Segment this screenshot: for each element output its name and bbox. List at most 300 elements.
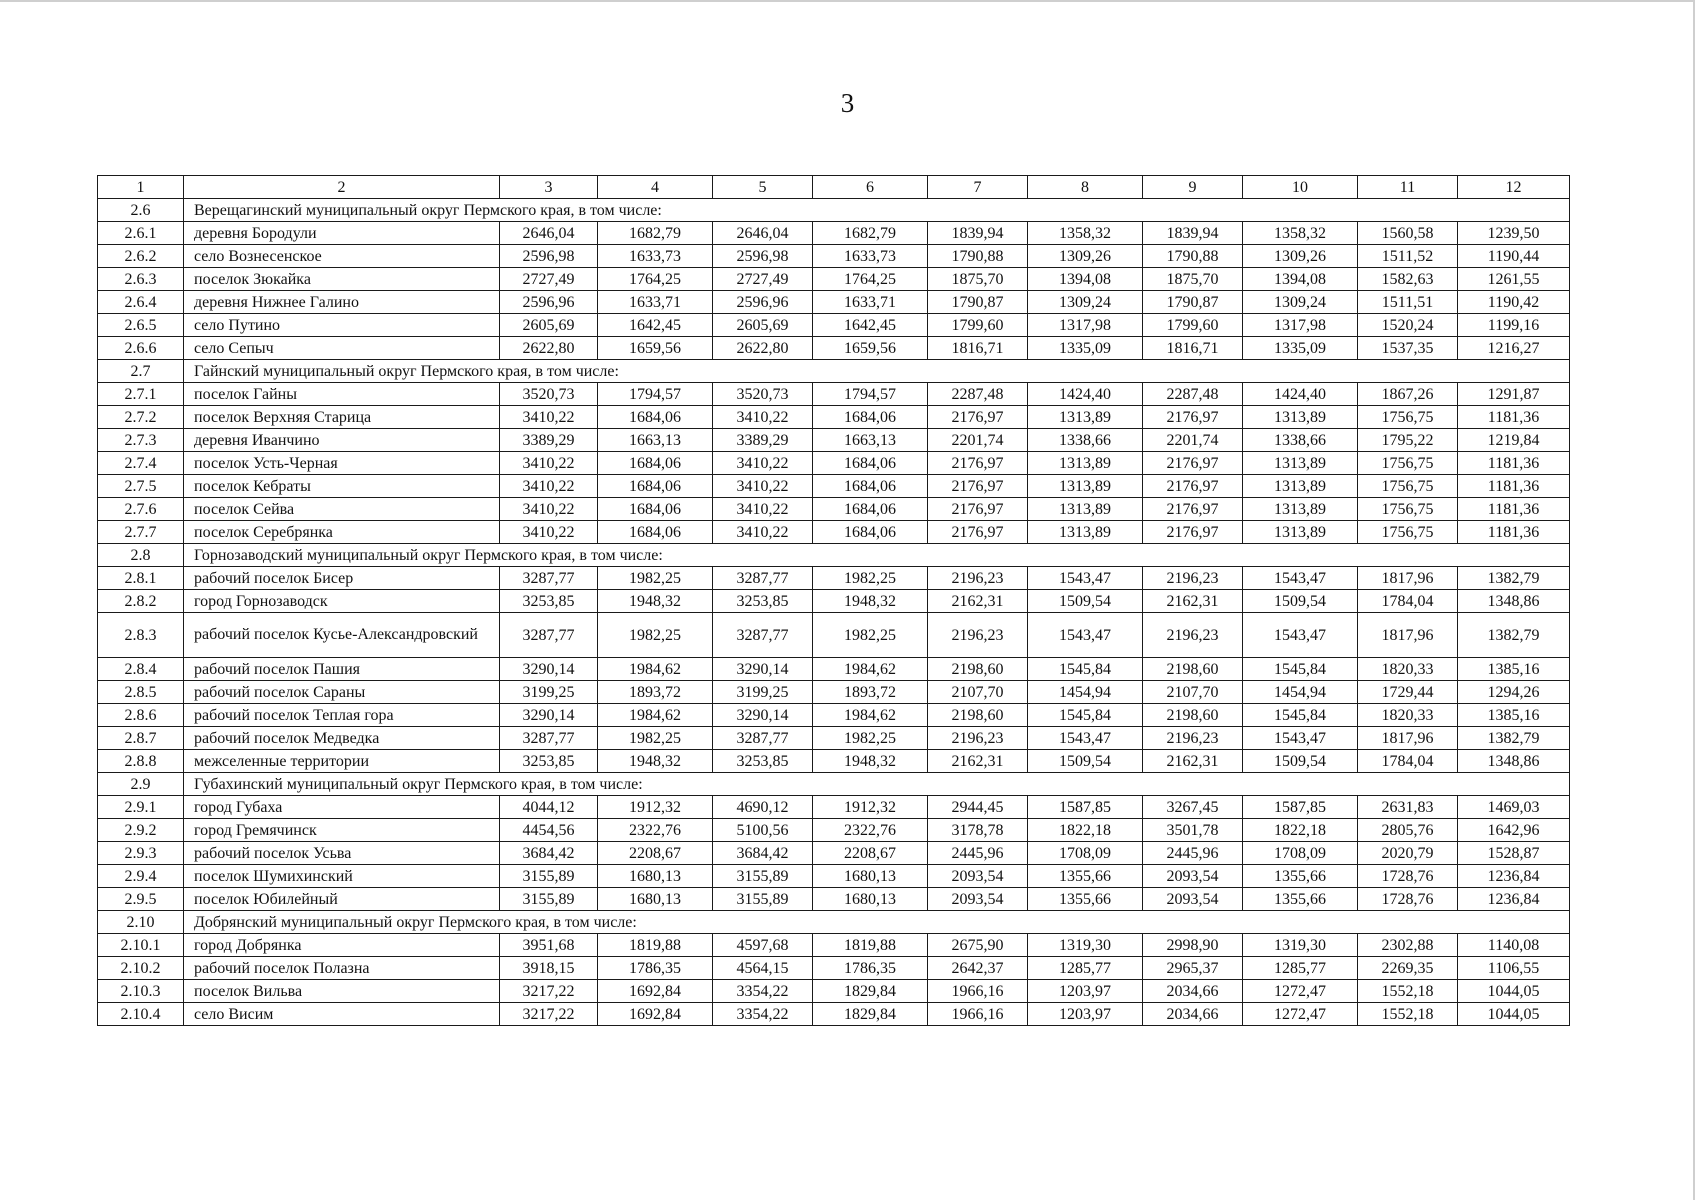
row-code: 2.8.6 bbox=[98, 704, 184, 727]
value-cell: 1829,84 bbox=[813, 1003, 928, 1026]
value-cell: 1335,09 bbox=[1028, 337, 1143, 360]
value-cell: 1424,40 bbox=[1243, 383, 1358, 406]
row-name: рабочий поселок Бисер bbox=[184, 567, 500, 590]
value-cell: 1684,06 bbox=[813, 406, 928, 429]
value-cell: 1663,13 bbox=[813, 429, 928, 452]
value-cell: 1756,75 bbox=[1358, 406, 1458, 429]
value-cell: 1313,89 bbox=[1243, 498, 1358, 521]
row-name: село Вознесенское bbox=[184, 245, 500, 268]
value-cell: 1355,66 bbox=[1028, 865, 1143, 888]
value-cell: 1587,85 bbox=[1028, 796, 1143, 819]
row-code: 2.10.2 bbox=[98, 957, 184, 980]
value-cell: 3199,25 bbox=[713, 681, 813, 704]
row-code: 2.10.4 bbox=[98, 1003, 184, 1026]
value-cell: 1543,47 bbox=[1243, 727, 1358, 750]
value-cell: 1181,36 bbox=[1458, 406, 1570, 429]
value-cell: 3155,89 bbox=[713, 865, 813, 888]
value-cell: 3287,77 bbox=[713, 567, 813, 590]
value-cell: 1044,05 bbox=[1458, 1003, 1570, 1026]
value-cell: 1355,66 bbox=[1028, 888, 1143, 911]
row-code: 2.9.4 bbox=[98, 865, 184, 888]
row-code: 2.6.6 bbox=[98, 337, 184, 360]
row-name: поселок Зюкайка bbox=[184, 268, 500, 291]
section-row bbox=[98, 199, 1570, 222]
value-cell: 1309,26 bbox=[1243, 245, 1358, 268]
value-cell: 3501,78 bbox=[1143, 819, 1243, 842]
value-cell: 1560,58 bbox=[1358, 222, 1458, 245]
value-cell: 1982,25 bbox=[598, 567, 713, 590]
value-cell: 2201,74 bbox=[928, 429, 1028, 452]
value-cell: 1552,18 bbox=[1358, 980, 1458, 1003]
value-cell: 1319,30 bbox=[1243, 934, 1358, 957]
value-cell: 1511,52 bbox=[1358, 245, 1458, 268]
value-cell: 1355,66 bbox=[1243, 865, 1358, 888]
value-cell: 1313,89 bbox=[1028, 521, 1143, 544]
row-code: 2.7.5 bbox=[98, 475, 184, 498]
table-row bbox=[98, 475, 1570, 498]
value-cell: 1552,18 bbox=[1358, 1003, 1458, 1026]
table-row bbox=[98, 291, 1570, 314]
value-cell: 1545,84 bbox=[1028, 704, 1143, 727]
row-name: город Губаха bbox=[184, 796, 500, 819]
value-cell: 1829,84 bbox=[813, 980, 928, 1003]
value-cell: 3918,15 bbox=[500, 957, 598, 980]
value-cell: 1543,47 bbox=[1028, 567, 1143, 590]
value-cell: 1816,71 bbox=[1143, 337, 1243, 360]
table-row bbox=[98, 819, 1570, 842]
value-cell: 1454,94 bbox=[1243, 681, 1358, 704]
table-row bbox=[98, 337, 1570, 360]
value-cell: 3410,22 bbox=[500, 475, 598, 498]
table-row bbox=[98, 383, 1570, 406]
value-cell: 1684,06 bbox=[813, 498, 928, 521]
row-code: 2.7.6 bbox=[98, 498, 184, 521]
row-name: поселок Серебрянка bbox=[184, 521, 500, 544]
value-cell: 1382,79 bbox=[1458, 613, 1570, 658]
value-cell: 1784,04 bbox=[1358, 750, 1458, 773]
value-cell: 1509,54 bbox=[1028, 590, 1143, 613]
value-cell: 1140,08 bbox=[1458, 934, 1570, 957]
table-row bbox=[98, 429, 1570, 452]
value-cell: 1684,06 bbox=[598, 452, 713, 475]
value-cell: 1684,06 bbox=[598, 406, 713, 429]
value-cell: 3520,73 bbox=[713, 383, 813, 406]
value-cell: 3290,14 bbox=[500, 704, 598, 727]
table-row bbox=[98, 727, 1570, 750]
value-cell: 1839,94 bbox=[1143, 222, 1243, 245]
section-row bbox=[98, 911, 1570, 934]
row-name: поселок Сейва bbox=[184, 498, 500, 521]
table-row bbox=[98, 980, 1570, 1003]
value-cell: 1982,25 bbox=[598, 613, 713, 658]
value-cell: 2176,97 bbox=[1143, 475, 1243, 498]
value-cell: 1509,54 bbox=[1028, 750, 1143, 773]
value-cell: 3287,77 bbox=[500, 567, 598, 590]
value-cell: 1982,25 bbox=[598, 727, 713, 750]
value-cell: 1190,42 bbox=[1458, 291, 1570, 314]
value-cell: 1285,77 bbox=[1243, 957, 1358, 980]
value-cell: 1335,09 bbox=[1243, 337, 1358, 360]
row-name: поселок Вильва bbox=[184, 980, 500, 1003]
value-cell: 2622,80 bbox=[713, 337, 813, 360]
value-cell: 1867,26 bbox=[1358, 383, 1458, 406]
value-cell: 2034,66 bbox=[1143, 1003, 1243, 1026]
section-title: Губахинский муниципальный округ Пермского края, в том числе: bbox=[184, 773, 1570, 796]
table-row bbox=[98, 1003, 1570, 1026]
value-cell: 1355,66 bbox=[1243, 888, 1358, 911]
row-name: поселок Юбилейный bbox=[184, 888, 500, 911]
value-cell: 1181,36 bbox=[1458, 475, 1570, 498]
value-cell: 1633,73 bbox=[813, 245, 928, 268]
header-cell: 5 bbox=[713, 176, 813, 199]
row-code: 2.7.1 bbox=[98, 383, 184, 406]
table-row bbox=[98, 498, 1570, 521]
value-cell: 3155,89 bbox=[713, 888, 813, 911]
value-cell: 3199,25 bbox=[500, 681, 598, 704]
value-cell: 1313,89 bbox=[1243, 406, 1358, 429]
value-cell: 3389,29 bbox=[500, 429, 598, 452]
value-cell: 1948,32 bbox=[813, 590, 928, 613]
section-code: 2.8 bbox=[98, 544, 184, 567]
value-cell: 1794,57 bbox=[598, 383, 713, 406]
value-cell: 1786,35 bbox=[598, 957, 713, 980]
value-cell: 3684,42 bbox=[500, 842, 598, 865]
section-row bbox=[98, 360, 1570, 383]
value-cell: 2727,49 bbox=[713, 268, 813, 291]
value-cell: 2287,48 bbox=[928, 383, 1028, 406]
value-cell: 1338,66 bbox=[1243, 429, 1358, 452]
value-cell: 1348,86 bbox=[1458, 590, 1570, 613]
row-name: деревня Иванчино bbox=[184, 429, 500, 452]
header-cell: 2 bbox=[184, 176, 500, 199]
value-cell: 1692,84 bbox=[598, 1003, 713, 1026]
value-cell: 1309,24 bbox=[1028, 291, 1143, 314]
value-cell: 1794,57 bbox=[813, 383, 928, 406]
header-cell: 10 bbox=[1243, 176, 1358, 199]
value-cell: 1816,71 bbox=[928, 337, 1028, 360]
value-cell: 1385,16 bbox=[1458, 704, 1570, 727]
value-cell: 3290,14 bbox=[500, 658, 598, 681]
value-cell: 1764,25 bbox=[813, 268, 928, 291]
value-cell: 4044,12 bbox=[500, 796, 598, 819]
header-cell: 3 bbox=[500, 176, 598, 199]
value-cell: 3354,22 bbox=[713, 980, 813, 1003]
value-cell: 1682,79 bbox=[813, 222, 928, 245]
value-cell: 2162,31 bbox=[1143, 750, 1243, 773]
row-code: 2.7.4 bbox=[98, 452, 184, 475]
value-cell: 2646,04 bbox=[500, 222, 598, 245]
value-cell: 1912,32 bbox=[813, 796, 928, 819]
value-cell: 1820,33 bbox=[1358, 658, 1458, 681]
value-cell: 1216,27 bbox=[1458, 337, 1570, 360]
value-cell: 1454,94 bbox=[1028, 681, 1143, 704]
value-cell: 3287,77 bbox=[713, 613, 813, 658]
table-row bbox=[98, 222, 1570, 245]
value-cell: 1912,32 bbox=[598, 796, 713, 819]
value-cell: 1203,97 bbox=[1028, 1003, 1143, 1026]
value-cell: 1313,89 bbox=[1028, 406, 1143, 429]
value-cell: 1948,32 bbox=[598, 750, 713, 773]
value-cell: 1784,04 bbox=[1358, 590, 1458, 613]
value-cell: 1982,25 bbox=[813, 567, 928, 590]
value-cell: 1272,47 bbox=[1243, 980, 1358, 1003]
value-cell: 1659,56 bbox=[813, 337, 928, 360]
value-cell: 1684,06 bbox=[598, 475, 713, 498]
value-cell: 1338,66 bbox=[1028, 429, 1143, 452]
value-cell: 1545,84 bbox=[1243, 658, 1358, 681]
row-code: 2.8.8 bbox=[98, 750, 184, 773]
value-cell: 1659,56 bbox=[598, 337, 713, 360]
value-cell: 1106,55 bbox=[1458, 957, 1570, 980]
value-cell: 1893,72 bbox=[813, 681, 928, 704]
section-title: Верещагинский муниципальный округ Пермского края, в том числе: bbox=[184, 199, 1570, 222]
row-code: 2.8.7 bbox=[98, 727, 184, 750]
value-cell: 1684,06 bbox=[813, 475, 928, 498]
value-cell: 2093,54 bbox=[1143, 888, 1243, 911]
value-cell: 2176,97 bbox=[928, 498, 1028, 521]
value-cell: 1764,25 bbox=[598, 268, 713, 291]
value-cell: 2675,90 bbox=[928, 934, 1028, 957]
value-cell: 2176,97 bbox=[928, 475, 1028, 498]
value-cell: 2034,66 bbox=[1143, 980, 1243, 1003]
value-cell: 1799,60 bbox=[1143, 314, 1243, 337]
value-cell: 2208,67 bbox=[598, 842, 713, 865]
value-cell: 2196,23 bbox=[1143, 613, 1243, 658]
value-cell: 3287,77 bbox=[500, 613, 598, 658]
value-cell: 2162,31 bbox=[928, 750, 1028, 773]
value-cell: 2176,97 bbox=[1143, 452, 1243, 475]
value-cell: 2198,60 bbox=[1143, 704, 1243, 727]
value-cell: 1319,30 bbox=[1028, 934, 1143, 957]
row-code: 2.8.5 bbox=[98, 681, 184, 704]
value-cell: 1382,79 bbox=[1458, 567, 1570, 590]
value-cell: 1582,63 bbox=[1358, 268, 1458, 291]
value-cell: 3684,42 bbox=[713, 842, 813, 865]
value-cell: 1469,03 bbox=[1458, 796, 1570, 819]
value-cell: 1684,06 bbox=[598, 498, 713, 521]
row-name: город Гремячинск bbox=[184, 819, 500, 842]
row-name: деревня Бородули bbox=[184, 222, 500, 245]
value-cell: 1728,76 bbox=[1358, 888, 1458, 911]
row-code: 2.10.3 bbox=[98, 980, 184, 1003]
section-row bbox=[98, 544, 1570, 567]
value-cell: 3410,22 bbox=[713, 498, 813, 521]
row-code: 2.6.3 bbox=[98, 268, 184, 291]
row-name: рабочий поселок Сараны bbox=[184, 681, 500, 704]
value-cell: 1181,36 bbox=[1458, 521, 1570, 544]
row-name: село Путино bbox=[184, 314, 500, 337]
value-cell: 2269,35 bbox=[1358, 957, 1458, 980]
header-cell: 8 bbox=[1028, 176, 1143, 199]
value-cell: 1984,62 bbox=[598, 704, 713, 727]
row-code: 2.8.3 bbox=[98, 613, 184, 658]
value-cell: 1680,13 bbox=[813, 888, 928, 911]
value-cell: 1822,18 bbox=[1028, 819, 1143, 842]
value-cell: 1236,84 bbox=[1458, 865, 1570, 888]
value-cell: 2208,67 bbox=[813, 842, 928, 865]
value-cell: 2944,45 bbox=[928, 796, 1028, 819]
value-cell: 1799,60 bbox=[928, 314, 1028, 337]
table-row bbox=[98, 681, 1570, 704]
value-cell: 1394,08 bbox=[1243, 268, 1358, 291]
value-cell: 1729,44 bbox=[1358, 681, 1458, 704]
value-cell: 2445,96 bbox=[1143, 842, 1243, 865]
value-cell: 5100,56 bbox=[713, 819, 813, 842]
value-cell: 2093,54 bbox=[928, 888, 1028, 911]
value-cell: 1756,75 bbox=[1358, 521, 1458, 544]
value-cell: 1633,71 bbox=[813, 291, 928, 314]
row-name: село Сепыч bbox=[184, 337, 500, 360]
value-cell: 1587,85 bbox=[1243, 796, 1358, 819]
value-cell: 2107,70 bbox=[1143, 681, 1243, 704]
value-cell: 3290,14 bbox=[713, 704, 813, 727]
row-code: 2.6.5 bbox=[98, 314, 184, 337]
value-cell: 3253,85 bbox=[713, 590, 813, 613]
table-row bbox=[98, 245, 1570, 268]
row-code: 2.9.3 bbox=[98, 842, 184, 865]
row-name: межселенные территории bbox=[184, 750, 500, 773]
value-cell: 1642,45 bbox=[598, 314, 713, 337]
row-name: рабочий поселок Медведка bbox=[184, 727, 500, 750]
value-cell: 2196,23 bbox=[1143, 727, 1243, 750]
value-cell: 1285,77 bbox=[1028, 957, 1143, 980]
value-cell: 2631,83 bbox=[1358, 796, 1458, 819]
value-cell: 1790,88 bbox=[1143, 245, 1243, 268]
value-cell: 2196,23 bbox=[928, 567, 1028, 590]
value-cell: 1181,36 bbox=[1458, 498, 1570, 521]
value-cell: 2020,79 bbox=[1358, 842, 1458, 865]
value-cell: 2596,96 bbox=[713, 291, 813, 314]
page-number: 3 bbox=[840, 88, 855, 118]
value-cell: 1545,84 bbox=[1243, 704, 1358, 727]
value-cell: 1982,25 bbox=[813, 727, 928, 750]
value-cell: 1822,18 bbox=[1243, 819, 1358, 842]
row-code: 2.9.1 bbox=[98, 796, 184, 819]
value-cell: 1819,88 bbox=[813, 934, 928, 957]
value-cell: 1543,47 bbox=[1028, 613, 1143, 658]
value-cell: 1545,84 bbox=[1028, 658, 1143, 681]
value-cell: 3410,22 bbox=[713, 406, 813, 429]
value-cell: 1642,96 bbox=[1458, 819, 1570, 842]
value-cell: 1633,73 bbox=[598, 245, 713, 268]
table-row bbox=[98, 314, 1570, 337]
value-cell: 3253,85 bbox=[713, 750, 813, 773]
table-row bbox=[98, 704, 1570, 727]
value-cell: 1642,45 bbox=[813, 314, 928, 337]
value-cell: 1236,84 bbox=[1458, 888, 1570, 911]
table-row bbox=[98, 934, 1570, 957]
row-name: рабочий поселок Пашия bbox=[184, 658, 500, 681]
value-cell: 1684,06 bbox=[813, 521, 928, 544]
value-cell: 2287,48 bbox=[1143, 383, 1243, 406]
value-cell: 1424,40 bbox=[1028, 383, 1143, 406]
value-cell: 1966,16 bbox=[928, 1003, 1028, 1026]
value-cell: 1199,16 bbox=[1458, 314, 1570, 337]
value-cell: 3410,22 bbox=[500, 521, 598, 544]
value-cell: 1663,13 bbox=[598, 429, 713, 452]
section-title: Горнозаводский муниципальный округ Пермского края, в том числе: bbox=[184, 544, 1570, 567]
value-cell: 1543,47 bbox=[1243, 613, 1358, 658]
value-cell: 1839,94 bbox=[928, 222, 1028, 245]
value-cell: 1948,32 bbox=[813, 750, 928, 773]
row-code: 2.6.2 bbox=[98, 245, 184, 268]
row-code: 2.7.2 bbox=[98, 406, 184, 429]
value-cell: 1948,32 bbox=[598, 590, 713, 613]
value-cell: 2322,76 bbox=[813, 819, 928, 842]
value-cell: 1394,08 bbox=[1028, 268, 1143, 291]
value-cell: 1684,06 bbox=[813, 452, 928, 475]
value-cell: 3389,29 bbox=[713, 429, 813, 452]
value-cell: 3253,85 bbox=[500, 750, 598, 773]
value-cell: 1680,13 bbox=[598, 888, 713, 911]
value-cell: 2093,54 bbox=[928, 865, 1028, 888]
value-cell: 1966,16 bbox=[928, 980, 1028, 1003]
table-row bbox=[98, 888, 1570, 911]
value-cell: 1382,79 bbox=[1458, 727, 1570, 750]
value-cell: 1875,70 bbox=[1143, 268, 1243, 291]
value-cell: 3155,89 bbox=[500, 865, 598, 888]
value-cell: 1239,50 bbox=[1458, 222, 1570, 245]
value-cell: 1313,89 bbox=[1243, 452, 1358, 475]
header-cell: 6 bbox=[813, 176, 928, 199]
value-cell: 1795,22 bbox=[1358, 429, 1458, 452]
value-cell: 1984,62 bbox=[813, 704, 928, 727]
value-cell: 1708,09 bbox=[1243, 842, 1358, 865]
value-cell: 3217,22 bbox=[500, 1003, 598, 1026]
value-cell: 3410,22 bbox=[500, 452, 598, 475]
table-row bbox=[98, 842, 1570, 865]
value-cell: 3354,22 bbox=[713, 1003, 813, 1026]
value-cell: 2596,96 bbox=[500, 291, 598, 314]
value-cell: 2162,31 bbox=[1143, 590, 1243, 613]
row-code: 2.9.5 bbox=[98, 888, 184, 911]
value-cell: 1820,33 bbox=[1358, 704, 1458, 727]
value-cell: 1317,98 bbox=[1243, 314, 1358, 337]
value-cell: 1313,89 bbox=[1028, 475, 1143, 498]
value-cell: 1875,70 bbox=[928, 268, 1028, 291]
table-row bbox=[98, 750, 1570, 773]
value-cell: 1309,26 bbox=[1028, 245, 1143, 268]
value-cell: 2198,60 bbox=[928, 658, 1028, 681]
value-cell: 2727,49 bbox=[500, 268, 598, 291]
value-cell: 3290,14 bbox=[713, 658, 813, 681]
value-cell: 1313,89 bbox=[1243, 521, 1358, 544]
row-code: 2.7.3 bbox=[98, 429, 184, 452]
value-cell: 1313,89 bbox=[1243, 475, 1358, 498]
value-cell: 1633,71 bbox=[598, 291, 713, 314]
value-cell: 1309,24 bbox=[1243, 291, 1358, 314]
value-cell: 3410,22 bbox=[713, 452, 813, 475]
row-code: 2.7.7 bbox=[98, 521, 184, 544]
value-cell: 1181,36 bbox=[1458, 452, 1570, 475]
row-name: рабочий поселок Полазна bbox=[184, 957, 500, 980]
value-cell: 1708,09 bbox=[1028, 842, 1143, 865]
value-cell: 2605,69 bbox=[713, 314, 813, 337]
value-cell: 4564,15 bbox=[713, 957, 813, 980]
value-cell: 1261,55 bbox=[1458, 268, 1570, 291]
row-code: 2.9.2 bbox=[98, 819, 184, 842]
value-cell: 1790,87 bbox=[1143, 291, 1243, 314]
value-cell: 2176,97 bbox=[928, 452, 1028, 475]
row-name: поселок Шумихинский bbox=[184, 865, 500, 888]
value-cell: 2196,23 bbox=[928, 613, 1028, 658]
value-cell: 2445,96 bbox=[928, 842, 1028, 865]
value-cell: 1358,32 bbox=[1028, 222, 1143, 245]
value-cell: 2176,97 bbox=[1143, 521, 1243, 544]
value-cell: 2162,31 bbox=[928, 590, 1028, 613]
section-code: 2.6 bbox=[98, 199, 184, 222]
table-row bbox=[98, 957, 1570, 980]
